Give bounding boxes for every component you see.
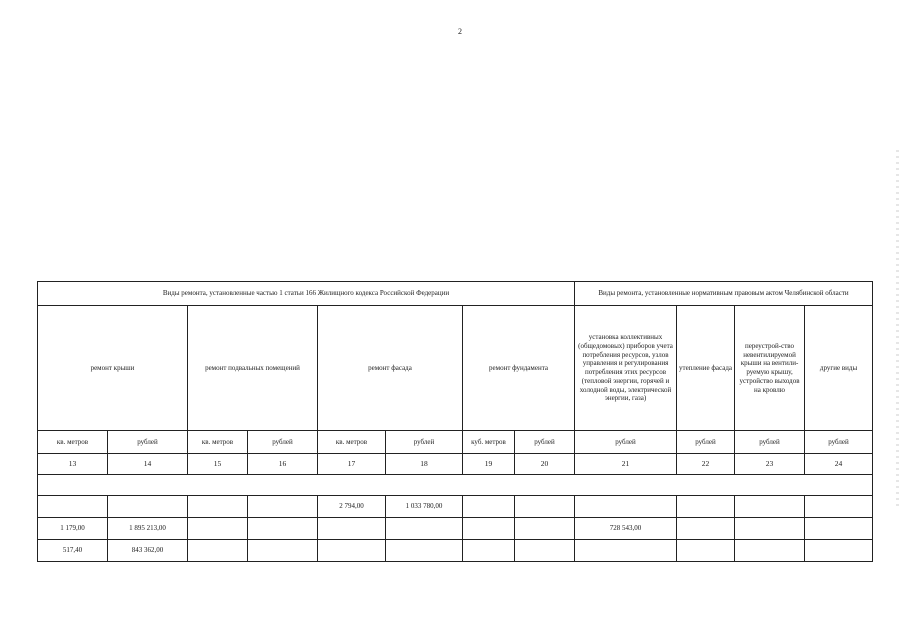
table-cell — [515, 518, 575, 540]
header-federal-repair-types: Виды ремонта, установленные частью 1 статьи 166 Жилищного кодекса Российской Федерации — [38, 282, 575, 306]
unit-cell: рублей — [677, 431, 735, 454]
column-number: 18 — [386, 454, 463, 475]
unit-cell: рублей — [735, 431, 805, 454]
table-row — [38, 540, 873, 562]
table-cell — [515, 540, 575, 562]
type-foundation: ремонт фундамента — [463, 306, 575, 431]
unit-cell: кв. метров — [188, 431, 248, 454]
table-cell: 517,40 — [38, 540, 108, 562]
table-cell — [386, 518, 463, 540]
type-facade-insulation: утепление фасада — [677, 306, 735, 431]
column-number: 15 — [188, 454, 248, 475]
table-cell: 728 543,00 — [575, 518, 677, 540]
column-number: 23 — [735, 454, 805, 475]
blank-separator-row — [38, 475, 873, 496]
table-cell — [677, 518, 735, 540]
table-cell — [188, 540, 248, 562]
table-cell: 843 362,00 — [108, 540, 188, 562]
table-cell — [463, 518, 515, 540]
column-number: 19 — [463, 454, 515, 475]
table-cell — [248, 540, 318, 562]
unit-cell: рублей — [575, 431, 677, 454]
column-number: 22 — [677, 454, 735, 475]
column-number: 20 — [515, 454, 575, 475]
table-cell — [463, 540, 515, 562]
table-cell: 2 794,00 — [318, 496, 386, 518]
column-number: 13 — [38, 454, 108, 475]
unit-cell: рублей — [386, 431, 463, 454]
table-row — [38, 496, 873, 518]
table-cell — [735, 496, 805, 518]
table-cell — [248, 518, 318, 540]
column-number: 17 — [318, 454, 386, 475]
column-number: 16 — [248, 454, 318, 475]
table-cell — [677, 496, 735, 518]
table-row — [38, 518, 873, 540]
unit-cell: кв. метров — [38, 431, 108, 454]
table-cell — [38, 496, 108, 518]
column-number: 24 — [805, 454, 873, 475]
type-roof: ремонт крыши — [38, 306, 188, 431]
type-facade: ремонт фасада — [318, 306, 463, 431]
table-cell: 1 033 780,00 — [386, 496, 463, 518]
table-cell — [575, 496, 677, 518]
table-cell — [805, 518, 873, 540]
unit-cell: рублей — [248, 431, 318, 454]
table-cell — [463, 496, 515, 518]
table-cell: 1 895 213,00 — [108, 518, 188, 540]
unit-cell: куб. метров — [463, 431, 515, 454]
type-other: другие виды — [805, 306, 873, 431]
repair-types-table — [37, 281, 873, 562]
header-regional-repair-types: Виды ремонта, установленные нормативным правовым актом Челябинской области — [575, 282, 873, 306]
table-cell — [805, 540, 873, 562]
page-number: 2 — [458, 27, 462, 36]
table-cell — [735, 540, 805, 562]
unit-cell: рублей — [515, 431, 575, 454]
scan-artifact — [896, 150, 899, 510]
unit-cell: кв. метров — [318, 431, 386, 454]
table-cell — [805, 496, 873, 518]
table-cell — [575, 540, 677, 562]
table-cell — [318, 540, 386, 562]
type-roof-conversion: переустрой-ство невентилируемой крыши на вентили-руемую крышу, устройство выходов на кровлю — [735, 306, 805, 431]
table-cell: 1 179,00 — [38, 518, 108, 540]
table-cell — [108, 496, 188, 518]
table-cell — [386, 540, 463, 562]
table-cell — [677, 540, 735, 562]
unit-cell: рублей — [108, 431, 188, 454]
type-basement: ремонт подвальных помещений — [188, 306, 318, 431]
table-cell — [188, 496, 248, 518]
column-number: 21 — [575, 454, 677, 475]
column-number: 14 — [108, 454, 188, 475]
type-meters: установка коллективных (общедомовых) приборов учета потребления ресурсов, узлов управления и регулирования потребления этих ресурсов (тепловой энергии, горячей и холодной воды, электрической энергии, газа) — [575, 306, 677, 431]
table-cell — [515, 496, 575, 518]
table-cell — [188, 518, 248, 540]
table-cell — [248, 496, 318, 518]
table-cell — [735, 518, 805, 540]
table-cell — [318, 518, 386, 540]
unit-cell: рублей — [805, 431, 873, 454]
